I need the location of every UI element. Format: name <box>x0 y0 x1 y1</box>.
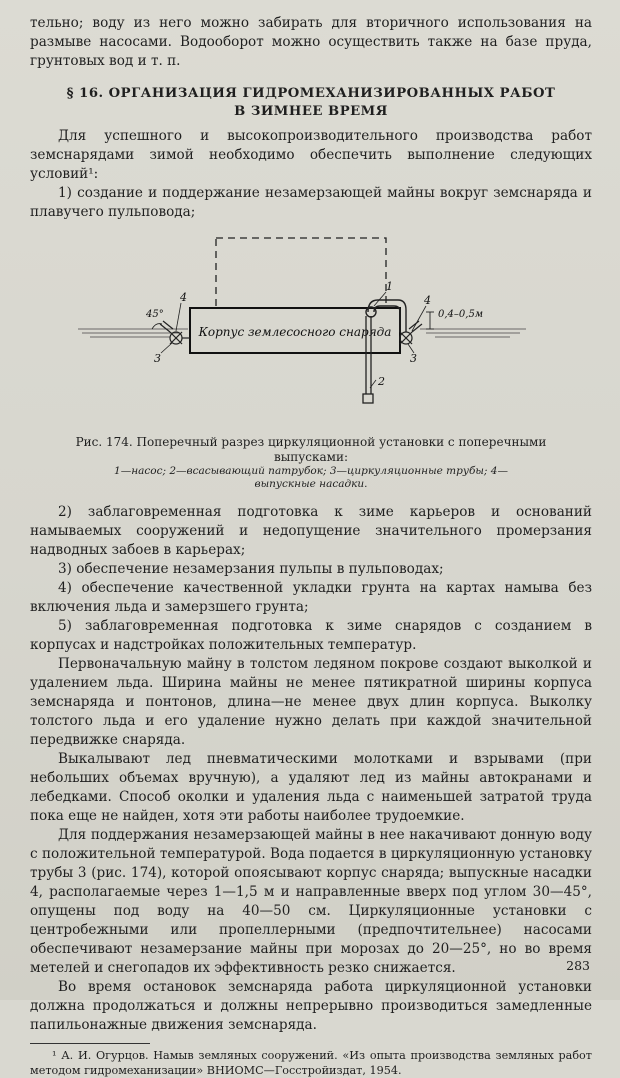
condition-1: 1) создание и поддержание незамерзающей майны вокруг земснаряда и плавучего пульповода; <box>30 185 592 220</box>
condition-5: 5) заблаговременная подготовка к зиме снарядов с созданием в корпусах и надстройках положительных температур. <box>30 618 592 653</box>
intro-paragraph: Для успешного и высокопроизводительного производства работ земснарядами зимой необходимо обеспечить выполнение следующих условий¹: <box>30 128 592 182</box>
depth-dimension <box>426 312 434 329</box>
top-paragraph: тельно; воду из него можно забирать для вторичного использования на размыве насосами. Водооборот можно осуществить также на базе пруда, грунтовых вод и т. п. <box>30 15 592 69</box>
condition-2: 2) заблаговременная подготовка к зиме карьеров и оснований намываемых сооружений и недопущение значительного промерзания надводных забоев в карьерах; <box>30 504 592 558</box>
footnote-divider <box>30 1043 150 1044</box>
paragraph-stoppage: Во время остановок земснаряда работа циркуляционной установки должна продолжаться и должны непрерывно производиться замедленные папильонажные движения земснаряда. <box>30 979 592 1033</box>
figure-caption-title: Рис. 174. Поперечный разрез циркуляционной установки с поперечными выпусками: <box>75 435 547 464</box>
paragraph-ice-removal: Выкалывают лед пневматическими молотками и взрывами (при небольших объемах вручную), а удаляют лед из майны автокранами и лебедками. Способ околки и удаления льда с наименьшей затратой труда пока еще не найден, хотя эти работы наиболее трудоемкие. <box>30 751 592 824</box>
right-nozzle <box>400 321 422 344</box>
section-heading-line1: § 16. ОРГАНИЗАЦИЯ ГИДРОМЕХАНИЗИРОВАННЫХ РАБОТ <box>66 86 556 101</box>
figure-174 <box>30 228 592 433</box>
figure-diagram <box>30 228 592 433</box>
condition-3: 3) обеспечение незамерзания пульпы в пульповодах; <box>58 561 444 577</box>
callout-1: 1 <box>386 280 393 293</box>
left-nozzle <box>160 321 190 344</box>
depth-label: 0,4–0,5м <box>438 309 484 320</box>
angle-label: 45° <box>146 309 164 320</box>
callout-3-right: 3 <box>410 352 417 365</box>
callout-2: 2 <box>378 375 385 388</box>
section-heading <box>30 85 592 121</box>
figure-caption-legend: 1—насос; 2—всасывающий патрубок; 3—циркуляционные трубы; 4—выпускные насадки. <box>114 465 508 490</box>
hull-label: Корпус землесосного снаряда <box>198 325 392 339</box>
callout-3-left: 3 <box>154 352 161 365</box>
page-number: 283 <box>566 958 590 973</box>
paragraph-circulation: Для поддержания незамерзающей майны в нее накачивают донную воду с положительной температурой. Вода подается в циркуляционную установку трубы 3 (рис. 174), которой опоясывают корпус снаряда; выпускные насадки 4, располагаемые через 1—1,5 м и направленные вверх под углом 30—45°, опущены под воду на 40—50 см. Циркуляционные установки с центробежными или пропеллерными (предпочтительнее) насосами обеспечивают незамерзание майны при морозах до 20—25°, но во время метелей и снегопадов их эффективность резко снижается. <box>30 827 592 976</box>
footnote: ¹ А. И. Огурцов. Намыв земляных сооружений. «Из опыта производства земляных работ методом гидромеханизации» ВНИОМС—Госстройиздат, 1954. <box>30 1049 592 1077</box>
superstructure-outline <box>216 238 386 318</box>
section-heading-line2: В ЗИМНЕЕ ВРЕМЯ <box>234 104 388 119</box>
paragraph-ice-opening: Первоначальную майну в толстом ледяном покрове создают выколкой и удалением льда. Ширина майны не менее пятикратной ширины корпуса земснаряда и понтонов, длина—не менее двух длин корпуса. Выколку толстого льда и его удаление нужно делать при каждой значительной передвижке снаряда. <box>30 656 592 748</box>
callout-4-right: 4 <box>424 294 431 307</box>
callout-4-left: 4 <box>180 291 187 304</box>
condition-4: 4) обеспечение качественной укладки грунта на картах намыва без включения льда и замерзшего грунта; <box>30 580 592 615</box>
